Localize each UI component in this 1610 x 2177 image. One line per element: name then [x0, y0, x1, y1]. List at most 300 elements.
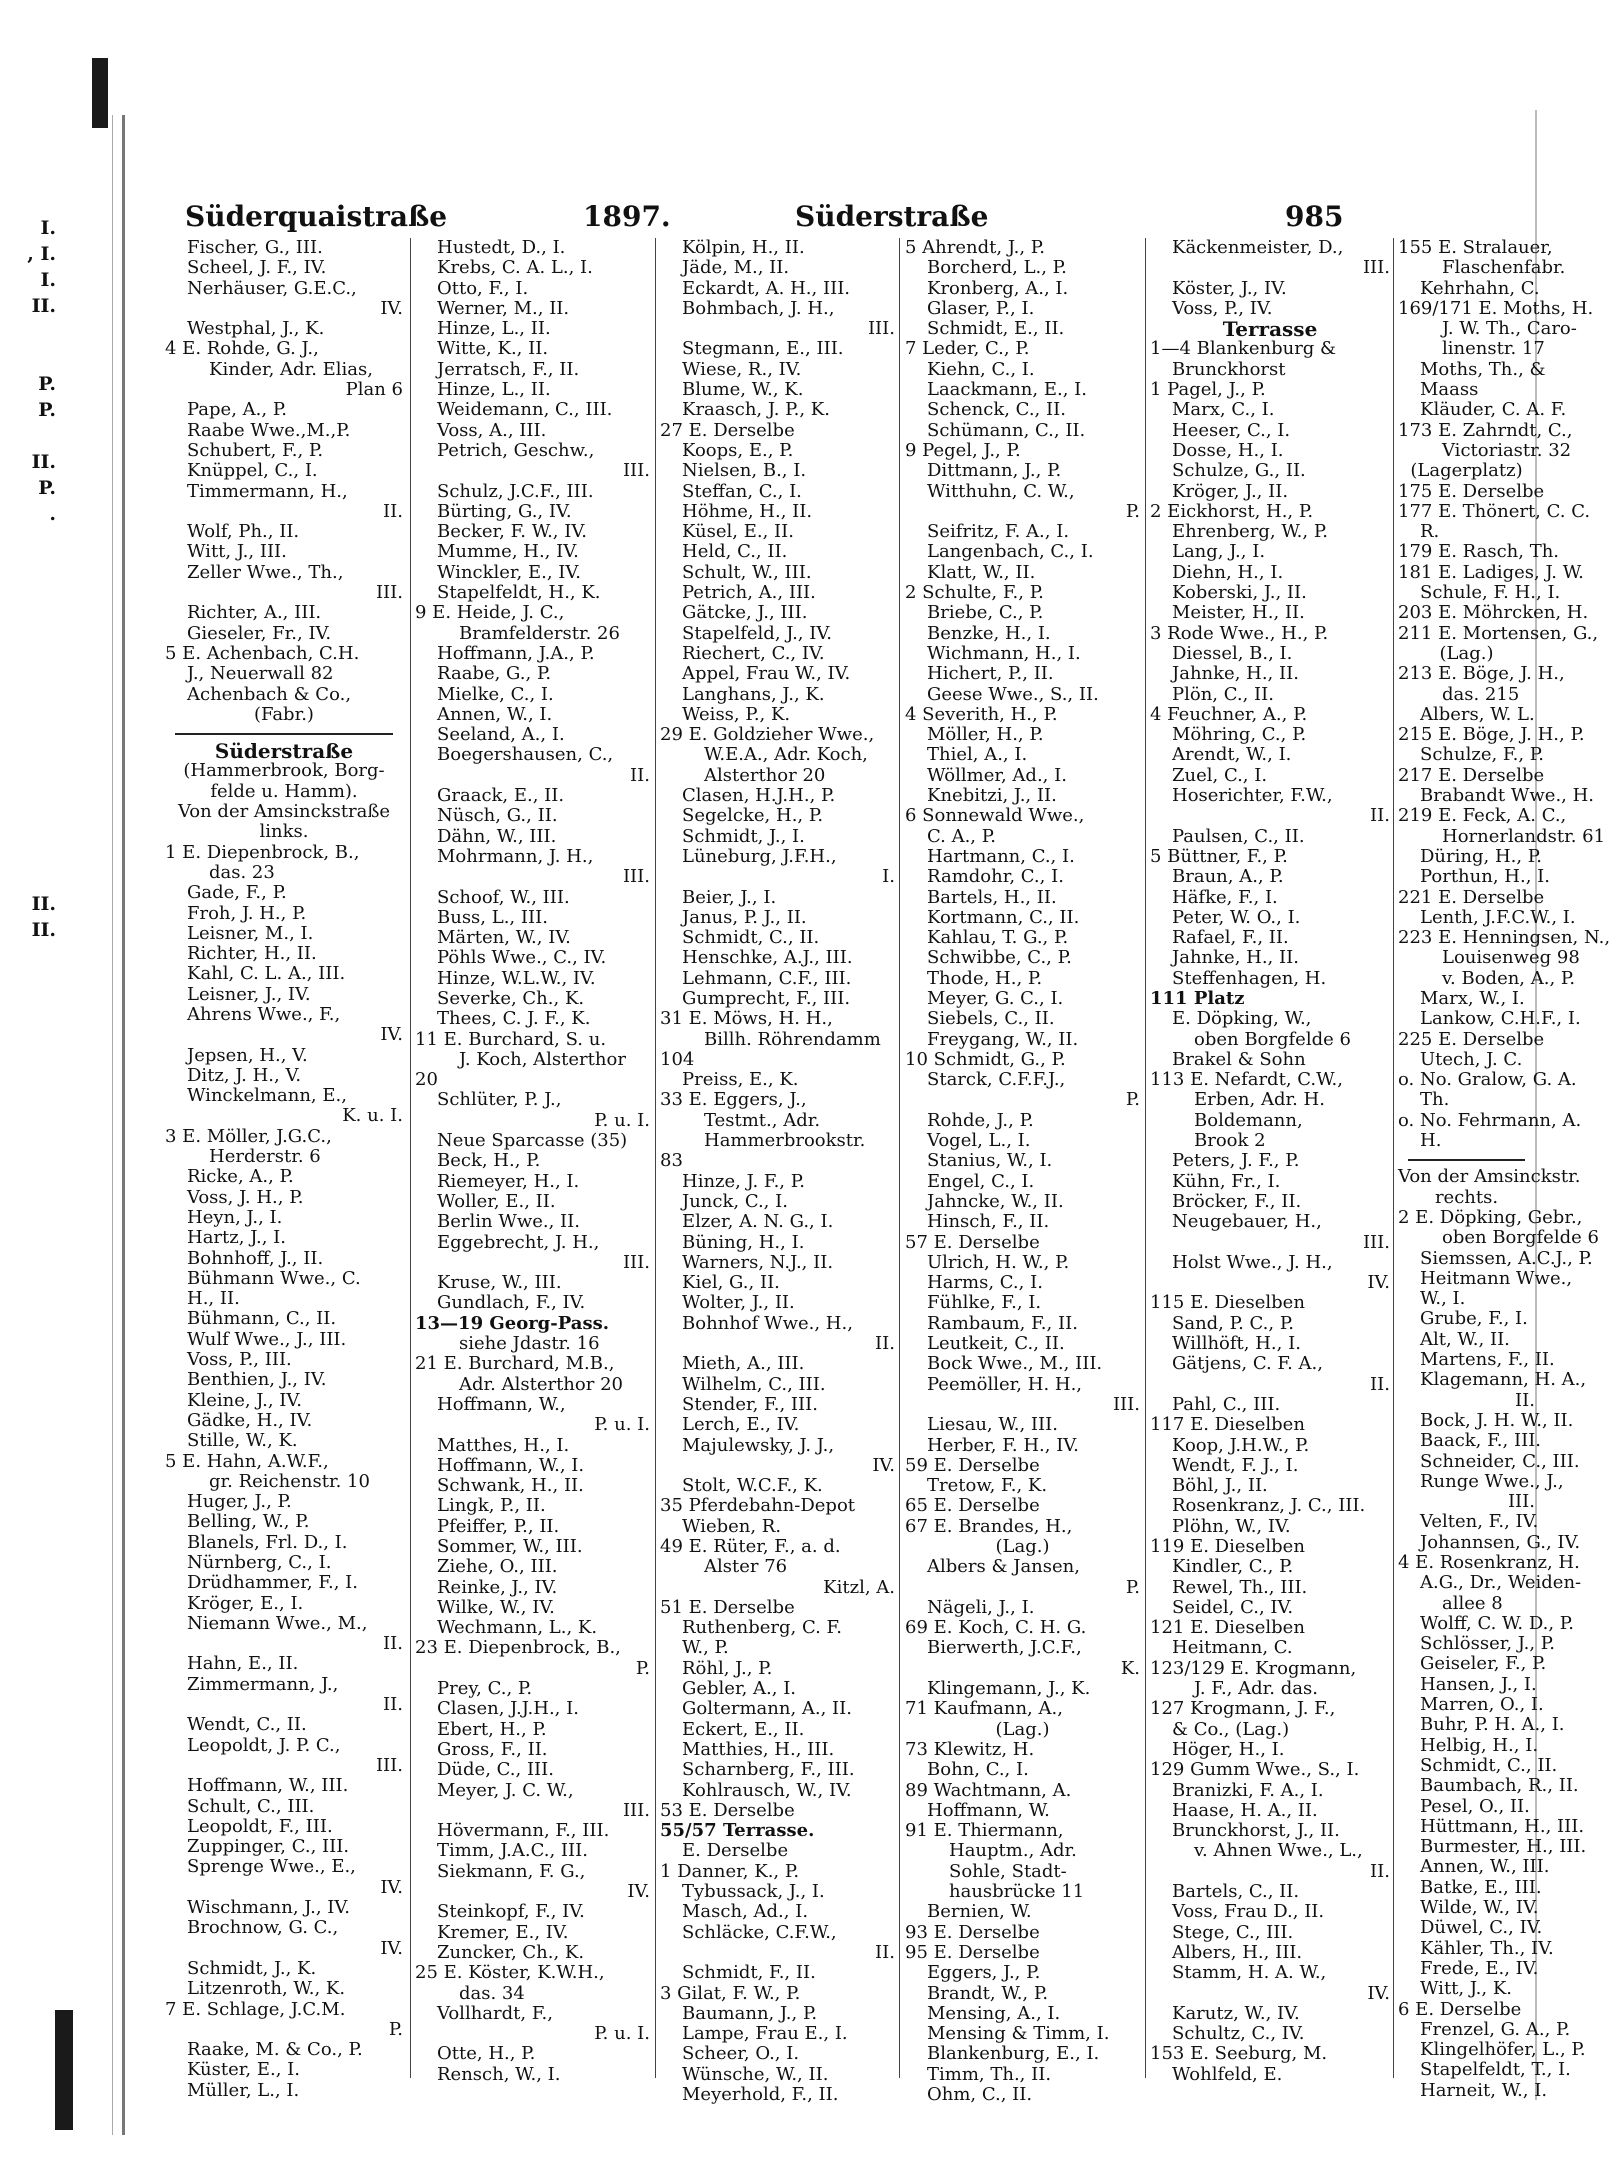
resident-entry: Küster, E., I.	[187, 2059, 300, 2081]
house-entry: 1 E. Diepenbrock, B.,	[165, 841, 360, 863]
resident-entry: Hartz, J., I.	[187, 1227, 287, 1249]
entry-continuation: III.	[867, 318, 895, 340]
resident-entry: Witt, J., K.	[1420, 1978, 1513, 2000]
resident-entry: Warners, N.J., II.	[682, 1251, 834, 1273]
resident-entry: Siemssen, A.C.J., P.	[1420, 1247, 1593, 1269]
resident-entry: Timm, Th., II.	[927, 2063, 1052, 2085]
resident-entry: Blanels, Frl. D., I.	[187, 1531, 348, 1553]
entry-continuation: hausbrücke 11	[949, 1881, 1085, 1903]
house-entry: 115 E. Dieselben	[1150, 1292, 1305, 1314]
entry-continuation: II.	[383, 500, 403, 522]
resident-entry: E. Döpking, W.,	[1172, 1008, 1312, 1030]
entry-continuation: III.	[622, 1251, 650, 1273]
resident-entry: Hahn, E., II.	[187, 1653, 299, 1675]
resident-entry: Schulze, F., P.	[1420, 744, 1544, 766]
column-5	[1150, 237, 1390, 2085]
resident-entry: Schmidt, E., II.	[927, 318, 1065, 340]
resident-entry: Fühlke, F., I.	[927, 1292, 1042, 1314]
resident-entry: Niemann Wwe., M.,	[187, 1612, 368, 1634]
resident-entry: Utech, J. C.	[1420, 1048, 1523, 1070]
house-entry: 129 Gumm Wwe., S., I.	[1150, 1759, 1360, 1781]
resident-entry: Winckelmann, E.,	[187, 1085, 347, 1107]
resident-entry: Kehrhahn, C.	[1420, 277, 1540, 299]
resident-entry: Albers, W. L.	[1420, 703, 1535, 725]
resident-entry: Wechmann, L., K.	[437, 1617, 598, 1639]
entry-continuation: II.	[1370, 1860, 1390, 1882]
house-entry: 221 E. Derselbe	[1398, 886, 1545, 908]
house-entry: 211 E. Mortensen, G.,	[1398, 622, 1599, 644]
resident-entry: Köster, J., IV.	[1172, 277, 1287, 299]
house-entry: 104	[660, 1048, 695, 1070]
page-number: 985	[1285, 200, 1344, 233]
resident-entry: Eggebrecht, J. H.,	[437, 1231, 600, 1253]
resident-entry: Zuppinger, C., III.	[187, 1836, 350, 1858]
book-spine-mark-bottom	[55, 2010, 73, 2130]
resident-entry: Gumprecht, F., III.	[682, 987, 851, 1009]
resident-entry: Rensch, W., I.	[437, 2063, 561, 2085]
previous-page-fragment: P.	[38, 373, 56, 395]
resident-entry: Wichmann, H., I.	[927, 642, 1081, 664]
resident-entry: Bernien, W.	[927, 1901, 1032, 1923]
resident-entry: Liesau, W., III.	[927, 1414, 1058, 1436]
resident-entry: Albers, H., III.	[1172, 1941, 1303, 1963]
resident-entry: Heyn, J., I.	[187, 1206, 283, 1228]
resident-entry: Lehmann, C.F., III.	[682, 967, 852, 989]
resident-entry: Winckler, E., IV.	[437, 561, 581, 583]
entry-continuation: siehe Jdastr. 16	[459, 1333, 600, 1355]
entry-continuation: gr. Reichenstr. 10	[209, 1470, 370, 1492]
directory-page	[165, 110, 1610, 2106]
house-entry: 155 E. Stralauer,	[1398, 237, 1553, 258]
resident-entry: Hinze, L., II.	[437, 318, 551, 340]
entry-continuation: III.	[375, 1754, 403, 1776]
resident-entry: Häfke, F., I.	[1172, 886, 1278, 908]
resident-entry: Gebler, A., I.	[682, 1678, 797, 1700]
entry-continuation: allee 8	[1442, 1592, 1503, 1614]
resident-entry: Knüppel, C., I.	[187, 460, 318, 482]
resident-entry: Otte, H., P.	[437, 2043, 536, 2065]
resident-entry: Masch, Ad., I.	[682, 1901, 809, 1923]
resident-entry: Wolter, J., II.	[682, 1292, 795, 1314]
resident-entry: Velten, F., IV.	[1420, 1511, 1539, 1533]
previous-page-fragment	[0, 839, 60, 865]
house-entry: 173 E. Zahrndt, C.,	[1398, 419, 1573, 441]
resident-entry: Diehn, H., I.	[1172, 561, 1284, 583]
resident-entry: Meyer, J. C. W.,	[437, 1779, 574, 1801]
resident-entry: Jahnke, H., II.	[1172, 947, 1299, 969]
resident-entry: Richter, A., III.	[187, 602, 322, 624]
entry-continuation: K. u. I.	[342, 1105, 403, 1127]
resident-entry: Schwank, H., II.	[437, 1475, 584, 1497]
entry-continuation: Kitzl, A.	[823, 1576, 895, 1598]
resident-entry: Frede, E., IV.	[1420, 1957, 1539, 1979]
entry-continuation: linenstr. 17	[1442, 338, 1545, 360]
entry-continuation: Hornerlandstr. 61	[1442, 825, 1606, 847]
resident-entry: Schult, C., III.	[187, 1795, 315, 1817]
entry-continuation: P.	[388, 2018, 403, 2040]
resident-entry: Branizki, F. A., I.	[1172, 1779, 1324, 1801]
entry-continuation: I.	[882, 866, 895, 888]
resident-entry: Thees, C. J. F., K.	[437, 1008, 591, 1030]
resident-entry: Th.	[1420, 1089, 1450, 1111]
previous-page-fragment: II.	[31, 919, 56, 941]
entry-continuation: II.	[1515, 1389, 1535, 1411]
resident-entry: Kraasch, J. P., K.	[682, 399, 830, 421]
resident-entry: Düwel, C., IV.	[1420, 1917, 1543, 1939]
resident-entry: Höger, H., I.	[1172, 1738, 1285, 1760]
resident-entry: Brakel & Sohn	[1172, 1048, 1306, 1070]
resident-entry: Sand, P. C., P.	[1172, 1312, 1295, 1334]
resident-entry: Pahl, C., III.	[1172, 1393, 1281, 1415]
resident-entry: Briebe, C., P.	[927, 602, 1044, 624]
entry-continuation: IV.	[1367, 1272, 1390, 1294]
entry-continuation: oben Borgfelde 6	[1442, 1227, 1599, 1249]
resident-entry: Mensing & Timm, I.	[927, 2023, 1110, 2045]
resident-entry: Brandt, W., P.	[927, 1982, 1049, 2004]
entry-continuation: III.	[622, 1799, 650, 1821]
resident-entry: Witte, K., II.	[437, 338, 549, 360]
column-divider	[410, 238, 411, 2078]
resident-entry: Willhöft, H., I.	[1172, 1333, 1301, 1355]
resident-entry: Boegershausen, C.,	[437, 744, 614, 766]
house-entry: 51 E. Derselbe	[660, 1596, 795, 1618]
resident-entry: Kortmann, C., II.	[927, 906, 1080, 928]
house-entry: 1 Pagel, J., P.	[1150, 379, 1266, 401]
resident-entry: Kruse, W., III.	[437, 1272, 562, 1294]
resident-entry: Lampe, Frau E., I.	[682, 2023, 848, 2045]
resident-entry: Baack, F., III.	[1420, 1430, 1542, 1452]
resident-entry: Witt, J., III.	[187, 541, 287, 563]
resident-entry: Mieth, A., III.	[682, 1353, 805, 1375]
entry-continuation: IV.	[872, 1454, 895, 1476]
entry-continuation: IV.	[380, 1937, 403, 1959]
house-entry: 53 E. Derselbe	[660, 1799, 795, 1821]
house-entry: 7 Leder, C., P.	[905, 338, 1030, 360]
resident-entry: Schult, W., III.	[682, 561, 812, 583]
entry-continuation: das. 23	[209, 861, 275, 883]
previous-page-fragment	[0, 709, 60, 735]
section-rule	[175, 733, 393, 735]
resident-entry: Hoffmann, W.,	[437, 1393, 566, 1415]
entry-continuation: II.	[1370, 1373, 1390, 1395]
entry-continuation: P. u. I.	[594, 1414, 650, 1436]
resident-entry: Hinze, W.L.W., IV.	[437, 967, 596, 989]
resident-entry: Bröcker, F., II.	[1172, 1190, 1302, 1212]
resident-entry: Wendt, C., II.	[187, 1714, 307, 1736]
section-rule	[1408, 1159, 1525, 1161]
entry-continuation: oben Borgfelde 6	[1194, 1028, 1351, 1050]
resident-entry: Weidemann, C., III.	[437, 399, 613, 421]
house-entry: 213 E. Böge, J. H.,	[1398, 663, 1565, 685]
resident-entry: Gätjens, C. F. A.,	[1172, 1353, 1323, 1375]
section-note: rechts.	[1434, 1186, 1499, 1208]
resident-entry: Gross, F., II.	[437, 1738, 548, 1760]
resident-entry: Pape, A., P.	[187, 399, 288, 421]
entry-continuation: Billh. Röhrendamm	[704, 1028, 881, 1050]
resident-entry: Wohlfeld, E.	[1172, 2063, 1283, 2085]
resident-entry: Bartels, H., II.	[927, 886, 1057, 908]
resident-entry: Schmidt, J., I.	[682, 825, 805, 847]
entry-continuation: Louisenweg 98	[1442, 947, 1580, 969]
resident-entry: Alt, W., II.	[1420, 1328, 1510, 1350]
house-entry: 111 Platz	[1150, 987, 1245, 1009]
entry-continuation: IV.	[380, 1024, 403, 1046]
column-4	[905, 237, 1140, 2106]
resident-entry: Harneit, W., I.	[1420, 2079, 1548, 2101]
previous-page-fragment	[0, 657, 60, 683]
resident-entry: Steffenhagen, H.	[1172, 967, 1327, 989]
section-heading: Süderstraße	[214, 739, 354, 764]
house-entry: 83	[660, 1150, 683, 1172]
resident-entry: Hinze, L., II.	[437, 379, 551, 401]
resident-entry: Schmidt, F., II.	[682, 1962, 816, 1984]
resident-entry: Bühmann Wwe., C.	[187, 1267, 361, 1289]
resident-entry: Dähn, W., III.	[437, 825, 557, 847]
resident-entry: E. Derselbe	[682, 1840, 789, 1862]
house-entry: 49 E. Rüter, F., a. d.	[660, 1536, 841, 1557]
resident-entry: Zimmermann, J.,	[187, 1673, 339, 1695]
house-entry: 4 Severith, H., P.	[905, 703, 1058, 725]
resident-entry: Rohde, J., P.	[927, 1109, 1034, 1131]
resident-entry: Büning, H., I.	[682, 1231, 805, 1253]
entry-continuation: Sohle, Stadt-	[949, 1860, 1067, 1882]
house-entry: 2 Eickhorst, H., P.	[1150, 500, 1314, 522]
house-entry: 6 E. Derselbe	[1398, 1998, 1522, 2020]
entry-continuation: III.	[1362, 257, 1390, 279]
resident-entry: Voss, P., III.	[187, 1349, 292, 1371]
resident-entry: Möller, H., P.	[927, 724, 1044, 746]
house-entry: 2 Schulte, F., P.	[905, 582, 1044, 604]
resident-entry: Haase, H. A., II.	[1172, 1799, 1318, 1821]
resident-entry: Brochnow, G. C.,	[187, 1917, 339, 1939]
entry-continuation: IV.	[627, 1881, 650, 1903]
resident-entry: Preiss, E., K.	[682, 1069, 799, 1091]
resident-entry: Müller, L., I.	[187, 2079, 300, 2101]
resident-entry: Langhans, J., K.	[682, 683, 825, 705]
house-entry: 67 E. Brandes, H.,	[905, 1515, 1073, 1537]
entry-continuation: Alster 76	[704, 1556, 788, 1578]
resident-entry: Schulze, G., II.	[1172, 460, 1306, 482]
resident-entry: Stapelfeldt, T., I.	[1420, 2059, 1571, 2081]
resident-entry: Frenzel, G. A., P.	[1420, 2018, 1571, 2040]
resident-entry: Schneider, C., III.	[1420, 1450, 1580, 1472]
house-entry: 5 Büttner, F., P.	[1150, 845, 1288, 867]
house-entry: 6 Sonnewald Wwe.,	[905, 805, 1085, 827]
resident-entry: Ditz, J. H., V.	[187, 1064, 302, 1086]
section-note: links.	[259, 821, 309, 843]
previous-page-fragment: , I.	[27, 243, 56, 265]
resident-entry: Timmermann, H.,	[187, 480, 348, 502]
section-note: felde u. Hamm).	[210, 780, 358, 802]
entry-continuation: Erben, Adr. H.	[1194, 1089, 1325, 1111]
resident-entry: & Co., (Lag.)	[1172, 1718, 1290, 1740]
house-entry: o. No. Fehrmann, A.	[1398, 1109, 1582, 1131]
house-entry: 65 E. Derselbe	[905, 1495, 1040, 1517]
entry-continuation: P.	[1125, 1576, 1140, 1598]
resident-entry: Wolff, C. W. D., P.	[1420, 1612, 1574, 1634]
resident-entry: Hoffmann, W., I.	[437, 1454, 585, 1476]
resident-entry: Hoffmann, W.	[927, 1799, 1050, 1821]
house-entry: 175 E. Derselbe	[1398, 480, 1545, 502]
resident-entry: Scheer, O., I.	[682, 2043, 800, 2065]
resident-entry: Ohm, C., II.	[927, 2084, 1033, 2106]
resident-entry: Schmidt, C., II.	[682, 927, 820, 949]
resident-entry: Lüneburg, J.F.H.,	[682, 845, 837, 867]
resident-entry: Kahlau, T. G., P.	[927, 927, 1069, 949]
resident-entry: Wischmann, J., IV.	[187, 1897, 350, 1919]
resident-entry: Eggers, J., P.	[927, 1962, 1041, 1984]
resident-entry: Höhme, H., II.	[682, 500, 813, 522]
house-entry: 57 E. Derselbe	[905, 1231, 1040, 1253]
resident-entry: Rafael, F., II.	[1172, 927, 1289, 949]
resident-entry: Helbig, H., I.	[1420, 1734, 1539, 1756]
resident-entry: Gieseler, Fr., IV.	[187, 622, 332, 644]
resident-entry: Steffan, C., I.	[682, 480, 802, 502]
house-entry: 119 E. Dieselben	[1150, 1536, 1305, 1557]
resident-entry: Otto, F., I.	[437, 277, 529, 299]
resident-entry: Pöhls Wwe., C., IV.	[437, 947, 607, 969]
resident-entry: Clasen, J.J.H., I.	[437, 1698, 579, 1720]
resident-entry: Baumbach, R., II.	[1420, 1775, 1579, 1797]
previous-page-fragment	[0, 865, 60, 891]
resident-entry: Zuel, C., I.	[1172, 764, 1268, 786]
entry-continuation: das. 34	[459, 1982, 525, 2004]
house-entry: 179 E. Rasch, Th.	[1398, 541, 1560, 563]
section-note: (Hammerbrook, Borg-	[183, 760, 385, 782]
resident-entry: Grube, F., I.	[1420, 1308, 1528, 1330]
resident-entry: Seidel, C., IV.	[1172, 1596, 1294, 1618]
house-entry: 4 E. Rohde, G. J.,	[165, 338, 319, 360]
house-entry: 169/171 E. Moths, H.	[1398, 297, 1594, 319]
resident-entry: Leisner, J., IV.	[187, 983, 311, 1005]
resident-entry: Diessel, B., I.	[1172, 642, 1293, 664]
resident-entry: Seeland, A., I.	[437, 724, 565, 746]
previous-page-fragment: P.	[38, 399, 56, 421]
resident-entry: J., Neuerwall 82	[187, 663, 334, 685]
resident-entry: Fischer, G., III.	[187, 237, 323, 258]
resident-entry: Schulz, J.C.F., III.	[437, 480, 594, 502]
resident-entry: Leopoldt, F., III.	[187, 1815, 333, 1837]
section-heading: Terrasse	[1222, 317, 1318, 342]
resident-entry: Neue Sparcasse (35)	[437, 1130, 628, 1152]
resident-entry: Drüdhammer, F., I.	[187, 1572, 359, 1594]
house-entry: 11 E. Burchard, S. u.	[415, 1028, 607, 1050]
resident-entry: Martens, F., II.	[1420, 1349, 1555, 1371]
resident-entry: Mielke, C., I.	[437, 683, 554, 705]
house-entry: 29 E. Goldzieher Wwe.,	[660, 724, 875, 746]
resident-entry: Stege, C., III.	[1172, 1921, 1294, 1943]
resident-entry: Herber, F. H., IV.	[927, 1434, 1079, 1456]
resident-entry: Burmester, H., III.	[1420, 1836, 1587, 1858]
house-entry: o. No. Gralow, G. A.	[1398, 1069, 1577, 1091]
entry-continuation: Testmt., Adr.	[704, 1109, 821, 1131]
resident-entry: Gade, F., P.	[187, 882, 287, 904]
section-note: (Lag.)	[1439, 642, 1494, 664]
resident-entry: Sommer, W., III.	[437, 1536, 583, 1557]
previous-page-fragment: II.	[31, 451, 56, 473]
column-divider	[1393, 238, 1394, 2078]
resident-entry: Blume, W., K.	[682, 379, 804, 401]
house-entry: 27 E. Derselbe	[660, 419, 795, 441]
resident-entry: Bohnhof Wwe., H.,	[682, 1312, 853, 1334]
column-divider	[899, 238, 900, 2078]
resident-entry: Engel, C., I.	[927, 1170, 1035, 1192]
resident-entry: Knebitzi, J., II.	[927, 785, 1057, 807]
entry-continuation: v. Boden, A., P.	[1442, 967, 1576, 989]
resident-entry: Kölpin, H., II.	[682, 237, 805, 258]
house-entry: 219 E. Feck, A. C.,	[1398, 805, 1567, 827]
resident-entry: Voss, P., IV.	[1172, 297, 1273, 319]
resident-entry: Nürnberg, C., I.	[187, 1552, 332, 1573]
resident-entry: Voss, A., III.	[437, 419, 547, 441]
house-entry: 127 Krogmann, J. F.,	[1150, 1698, 1336, 1720]
resident-entry: Junck, C., I.	[682, 1190, 788, 1212]
house-entry: 3 Gilat, F. W., P.	[660, 1982, 801, 2004]
resident-entry: Wendt, F. J., I.	[1172, 1454, 1299, 1476]
resident-entry: Kiehn, C., I.	[927, 358, 1035, 380]
header-left-street: Süderquaistraße	[185, 200, 448, 233]
resident-entry: Stapelfeld, J., IV.	[682, 622, 832, 644]
resident-entry: Schmidt, C., II.	[1420, 1754, 1558, 1776]
resident-entry: Schmidt, J., K.	[187, 1957, 317, 1979]
entry-continuation: Plan 6	[345, 379, 403, 401]
resident-entry: Nüsch, G., II.	[437, 805, 558, 827]
resident-entry: Marren, O., I.	[1420, 1694, 1544, 1716]
house-entry: 35 Pferdebahn-Depot	[660, 1495, 856, 1517]
resident-entry: Eckardt, A. H., III.	[682, 277, 851, 299]
resident-entry: Hustedt, D., I.	[437, 237, 566, 258]
resident-entry: Pesel, O., II.	[1420, 1795, 1530, 1817]
resident-entry: Leutkeit, C., II.	[927, 1333, 1065, 1355]
resident-entry: Bierwerth, J.C.F.,	[927, 1637, 1082, 1659]
resident-entry: Käckenmeister, D.,	[1172, 237, 1344, 258]
house-entry: 9 E. Heide, J. C.,	[415, 602, 565, 624]
column-1	[165, 237, 403, 2101]
previous-page-fragment	[0, 319, 60, 345]
column-divider	[655, 238, 656, 2078]
resident-entry: Siebels, C., II.	[927, 1008, 1055, 1030]
resident-entry: Segelcke, H., P.	[682, 805, 824, 827]
page-header	[165, 200, 1375, 240]
entry-continuation: Victoriastr. 32	[1442, 439, 1572, 461]
resident-entry: Karutz, W., IV.	[1172, 2002, 1300, 2024]
resident-entry: Bock, J. H. W., II.	[1420, 1409, 1574, 1431]
resident-entry: Bürting, G., IV.	[437, 500, 572, 522]
resident-entry: Wiese, R., IV.	[682, 358, 802, 380]
resident-entry: Buss, L., III.	[437, 906, 548, 928]
house-entry: 89 Wachtmann, A.	[905, 1779, 1072, 1801]
column-3	[660, 237, 895, 2106]
resident-entry: Düde, C., III.	[437, 1759, 554, 1781]
resident-entry: Westphal, J., K.	[187, 318, 325, 340]
resident-entry: Prey, C., P.	[437, 1678, 533, 1700]
resident-entry: Meyer, G. C., I.	[927, 987, 1064, 1009]
resident-entry: Schläcke, C.F.W.,	[682, 1921, 837, 1943]
resident-entry: Wilhelm, C., III.	[682, 1373, 826, 1395]
resident-entry: Riemeyer, H., I.	[437, 1170, 580, 1192]
resident-entry: Scharnberg, F., III.	[682, 1759, 855, 1781]
resident-entry: Majulewsky, J. J.,	[682, 1434, 835, 1456]
previous-page-fragment	[0, 345, 60, 371]
entry-continuation: III.	[1112, 1393, 1140, 1415]
resident-entry: Stanius, W., I.	[927, 1150, 1053, 1172]
resident-entry: Schenck, C., II.	[927, 399, 1066, 421]
resident-entry: Braun, A., P.	[1172, 866, 1284, 888]
resident-entry: Siekmann, F. G.,	[437, 1860, 586, 1882]
resident-entry: Jerratsch, F., II.	[437, 358, 580, 380]
resident-entry: Becker, F. W., IV.	[437, 521, 587, 543]
resident-entry: Blankenburg, E., I.	[927, 2043, 1100, 2065]
